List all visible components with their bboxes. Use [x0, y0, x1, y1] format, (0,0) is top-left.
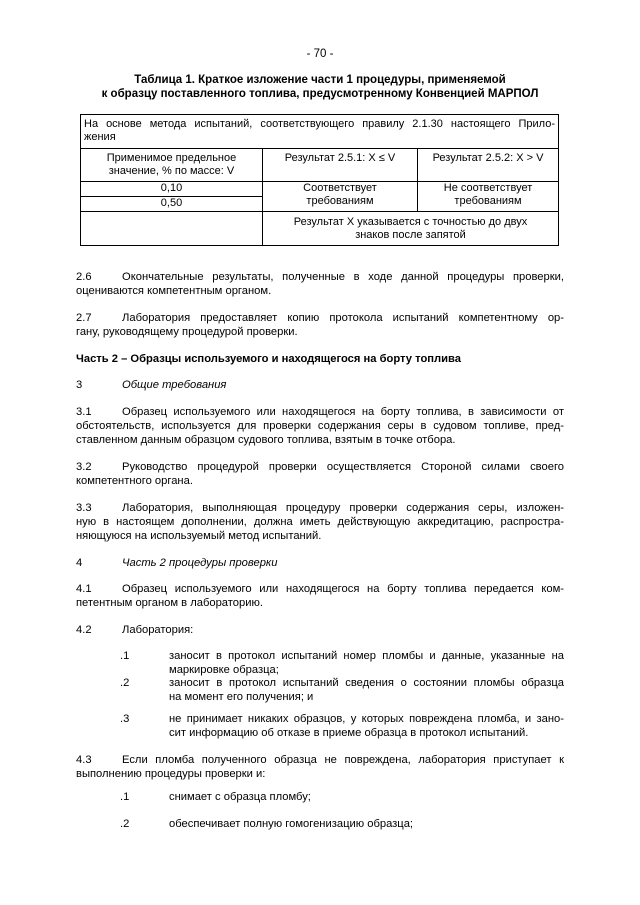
part-2-heading: Часть 2 – Образцы используемого и находящегося на борту топлива [76, 353, 461, 365]
empty-cell [81, 212, 263, 246]
col-limit-head: Применимое предельное значение, % по массе: V [81, 149, 263, 182]
limit-value-cell: 0,50 [81, 197, 263, 212]
paragraph-4-2: 4.2 Лаборатория: [76, 624, 194, 636]
table-title-line2: к образцу поставленного топлива, предусмотренному Конвенцией МАРПОЛ [101, 88, 539, 100]
summary-table [80, 114, 559, 246]
not-complies-cell: Не соответствует требованиям [418, 182, 559, 212]
paragraph-2-7: 2.7 Лаборатория предоставляет копию протокола испытаний компетентному ор- гану, руководящему процедурой проверки. [76, 312, 564, 338]
paragraph-number: 2.6 [76, 271, 92, 283]
paragraph-number: 4.1 [76, 583, 92, 595]
paragraph-4-1: 4.1 Образец используемого или находящегося на борту топлива передается ком- петентным органом в лабораторию. [76, 583, 564, 609]
paragraph-number: 3.3 [76, 502, 92, 514]
complies-cell: Соответствует требованиям [263, 182, 418, 212]
paragraph-number: 3.2 [76, 461, 92, 473]
paragraph-4-3: 4.3 Если пломба полученного образца не повреждена, лаборатория приступает к выполнению процедуры проверки и: [76, 754, 564, 780]
note-cell: Результат X указывается с точностью до двух знаков после запятой [263, 212, 559, 246]
paragraph-3-3: 3.3 Лаборатория, выполняющая процедуру проверки содержания серы, изложен- ную в настоящем дополнении, должна иметь действующую аккредитацию, распростра- няющуюся на используемый метод испытаний. [76, 502, 564, 542]
paragraph-number: 4.3 [76, 754, 92, 766]
table-header-cell: На основе метода испытаний, соответствующего правилу 2.1.30 настоящего Прило- жения [81, 115, 559, 149]
section-3-heading: 3 Общие требования [76, 379, 227, 391]
section-4-heading: 4 Часть 2 процедуры проверки [76, 557, 278, 569]
paragraph-2-6: 2.6 Окончательные результаты, полученные в ходе данной процедуры проверки, оцениваются компетентным органом. [76, 271, 564, 297]
table-title-line1: Таблица 1. Краткое изложение части 1 процедуры, применяемой [134, 74, 506, 86]
paragraph-3-1: 3.1 Образец используемого или находящегося на борту топлива, в зависимости от обстоятельств, используется для проверки содержания серы в судовом топливе, пред- ставленном данным образцом судового топлива, взятым в точке отбора. [76, 406, 564, 446]
col-complies-head: Результат 2.5.1: X ≤ V [263, 149, 418, 182]
limit-value-cell: 0,10 [81, 182, 263, 197]
paragraph-number: 3.1 [76, 406, 92, 418]
page-number: - 70 - [306, 48, 334, 60]
col-not-complies-head: Результат 2.5.2: X > V [418, 149, 559, 182]
paragraph-3-2: 3.2 Руководство процедурой проверки осуществляется Стороной силами своего компетентного органа. [76, 461, 564, 487]
table-title [70, 73, 570, 101]
paragraph-number: 2.7 [76, 312, 92, 324]
